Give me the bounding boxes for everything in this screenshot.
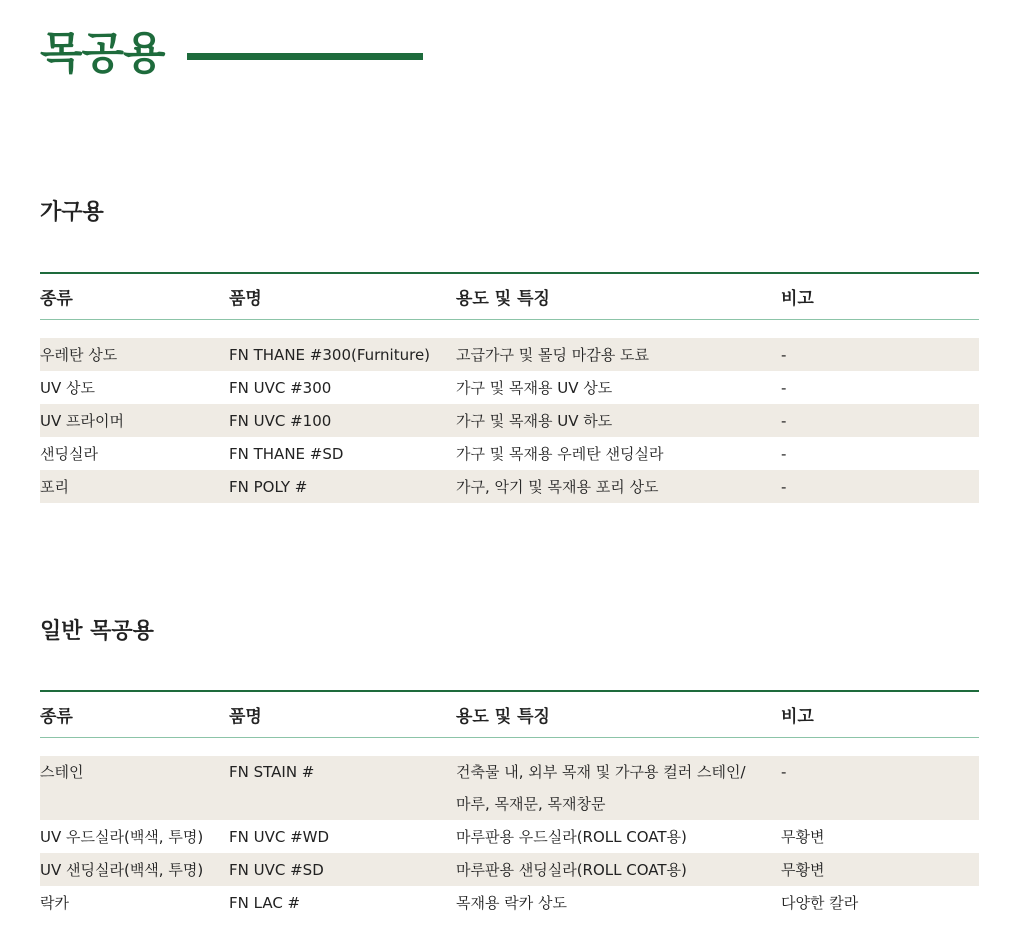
table-row xyxy=(40,853,979,886)
cell-note: 무황변 xyxy=(781,828,825,846)
cell-type: 우레탄 상도 xyxy=(40,338,229,371)
cell-name: FN POLY # xyxy=(229,470,456,503)
cell-note: - xyxy=(781,338,979,371)
cell-use: 목재용 락카 상도 xyxy=(456,894,567,912)
cell-note: - xyxy=(781,444,787,463)
cell-type: 락카 xyxy=(40,894,69,912)
header-use: 용도 및 특징 xyxy=(456,707,550,727)
cell-use: 가구 및 목재용 UV 상도 xyxy=(456,379,613,397)
cell-type: 스테인 xyxy=(40,756,229,820)
table-row xyxy=(40,437,979,470)
cell-note: - xyxy=(781,470,979,503)
cell-type: UV 우드실라(백색, 투명) xyxy=(40,828,204,846)
cell-note: - xyxy=(781,404,979,437)
cell-use: 가구 및 목재용 우레탄 샌딩실라 xyxy=(456,445,664,463)
cell-name: FN UVC #WD xyxy=(229,827,330,846)
page-header xyxy=(40,24,423,84)
furniture-table xyxy=(40,272,979,503)
cell-use: 마루판용 우드실라(ROLL COAT용) xyxy=(456,828,687,846)
table-header-row xyxy=(40,273,979,320)
header-note: 비고 xyxy=(781,289,814,309)
cell-use: 가구 및 목재용 UV 하도 xyxy=(456,404,781,437)
section-furniture xyxy=(40,198,979,503)
cell-type: UV 샌딩실라(백색, 투명) xyxy=(40,853,229,886)
cell-name: FN THANE #SD xyxy=(229,444,344,463)
cell-type: 포리 xyxy=(40,470,229,503)
title-rule xyxy=(187,53,423,60)
general-woodwork-table xyxy=(40,690,979,919)
section-title: 일반 목공용 xyxy=(40,619,154,644)
cell-use-line: 마루, 목재문, 목재창문 xyxy=(456,795,606,813)
table-row xyxy=(40,756,979,820)
header-name: 품명 xyxy=(229,289,262,309)
cell-name: FN UVC #SD xyxy=(229,853,456,886)
cell-note: 무황변 xyxy=(781,853,979,886)
section-general-woodwork xyxy=(40,617,979,919)
table-row xyxy=(40,886,979,919)
cell-type: UV 프라이머 xyxy=(40,404,229,437)
cell-name: FN STAIN # xyxy=(229,756,456,820)
cell-use: 가구, 악기 및 목재용 포리 상도 xyxy=(456,470,781,503)
page-title: 목공용 xyxy=(40,28,165,79)
table-row xyxy=(40,338,979,371)
section-title: 가구용 xyxy=(40,200,104,225)
header-name: 품명 xyxy=(229,707,262,727)
cell-use: 고급가구 및 몰딩 마감용 도료 xyxy=(456,338,781,371)
cell-name: FN UVC #100 xyxy=(229,404,456,437)
cell-type: 샌딩실라 xyxy=(40,445,98,463)
table-row xyxy=(40,820,979,853)
table-row xyxy=(40,371,979,404)
cell-type: UV 상도 xyxy=(40,379,95,397)
header-note: 비고 xyxy=(781,707,814,727)
table-row xyxy=(40,470,979,503)
cell-use: 마루판용 샌딩실라(ROLL COAT용) xyxy=(456,853,781,886)
cell-use-line: 건축물 내, 외부 목재 및 가구용 컬러 스테인/ xyxy=(456,763,746,781)
header-type: 종류 xyxy=(40,289,73,309)
table-header-row xyxy=(40,691,979,738)
cell-name: FN UVC #300 xyxy=(229,378,332,397)
cell-note: - xyxy=(781,378,787,397)
header-type: 종류 xyxy=(40,707,73,727)
cell-note: - xyxy=(781,756,979,820)
table-row xyxy=(40,404,979,437)
cell-name: FN LAC # xyxy=(229,893,301,912)
header-use: 용도 및 특징 xyxy=(456,289,550,309)
cell-note: 다양한 칼라 xyxy=(781,894,859,912)
cell-name: FN THANE #300(Furniture) xyxy=(229,338,456,371)
cell-use xyxy=(456,756,781,820)
